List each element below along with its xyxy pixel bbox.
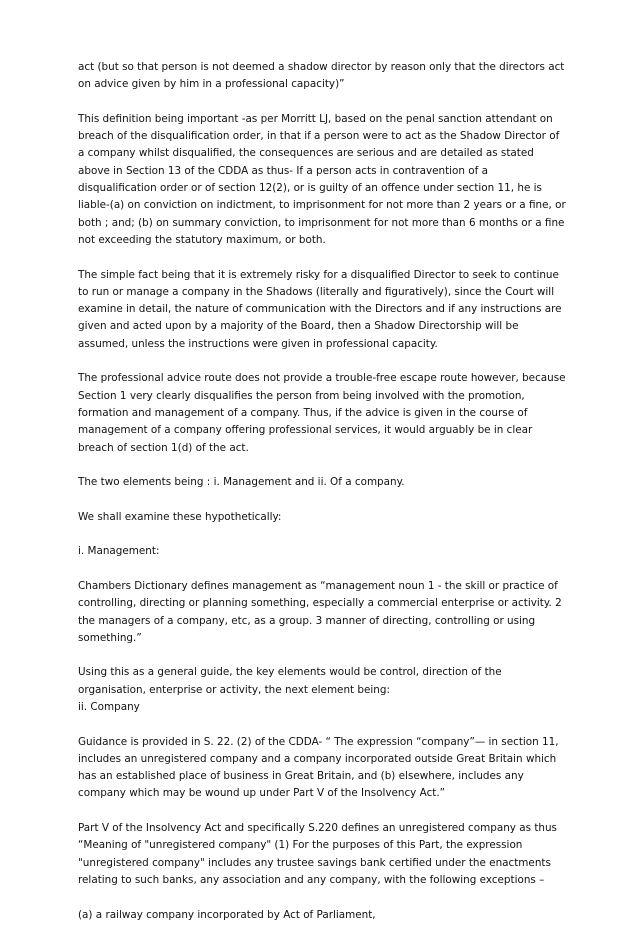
heading-management: i. Management: — [78, 545, 160, 558]
paragraph-cdda-guidance: Guidance is provided in S. 22. (2) of the CDDA- “ The expression “company”— in section 11, includes an unregistered company and a company incorporated outside Great Britain which has an established place of business in Great Britain, and (b) elsewhere, includes any company which may be wound up under Part V of the Insolvency Act.” — [78, 735, 559, 800]
heading-company: ii. Company — [78, 700, 140, 713]
paragraph-railway-exception: (a) a railway company incorporated by Act of Parliament, — [78, 908, 376, 921]
paragraph-two-elements: The two elements being : i. Management and ii. Of a company. — [78, 476, 405, 489]
paragraph-examine-hypothetically: We shall examine these hypothetically: — [78, 510, 282, 523]
paragraph-general-guide: Using this as a general guide, the key elements would be control, direction of the organisation, enterprise or activity, the next element being: — [78, 666, 502, 696]
paragraph-risk-of-shadow-directorship: The simple fact being that it is extremely risky for a disqualified Director to seek to continue to run or manage a company in the Shadows (literally and figuratively), since the Court will examine in detail, the nature of communication with the Directors and if any instructions are given and acted upon by a majority of the Board, then a Shadow Directorship will be assumed, unless the instructions were given in professional capacity. — [78, 268, 562, 350]
document-body — [78, 59, 566, 941]
paragraph-penal-sanction: This definition being important -as per Morritt LJ, based on the penal sanction attendant on breach of the disqualification order, in that if a person were to act as the Shadow Director of a company whilst disqualified, the consequences are serious and are detailed as stated above in Section 13 of the CDDA as thus- If a person acts in contravention of a disqualification order or of section 12(2), or is guilty of an offence under section 11, he is liable-(a) on conviction on indictment, to imprisonment for not more than 2 years or a fine, or both ; and; (b) on summary conviction, to imprisonment for not more than 6 months or a fine not exceeding the statutory maximum, or both. — [78, 112, 566, 246]
paragraph-chambers-definition: Chambers Dictionary defines management as “management noun 1 - the skill or practice of controlling, directing or planning something, especially a commercial enterprise or activity. 2 the managers of a company, etc, as a group. 3 manner of directing, controlling or using something.” — [78, 579, 562, 644]
paragraph-shadow-director-definition: act (but so that person is not deemed a shadow director by reason only that the directors act on advice given by him in a professional capacity)” — [78, 61, 565, 91]
paragraph-professional-advice-route: The professional advice route does not provide a trouble-free escape route however, because Section 1 very clearly disqualifies the person from being involved with the promotion, formation and management of a company. Thus, if the advice is given in the course of management of a company offering professional services, it would arguably be in clear breach of section 1(d) of the act. — [78, 372, 566, 454]
paragraph-unregistered-company: Part V of the Insolvency Act and specifically S.220 defines an unregistered company as thus “Meaning of "unregistered company" (1) For the purposes of this Part, the expression "unregistered company" includes any trustee savings bank certified under the enactments relating to such banks, any association and any company, with the following exceptions – — [78, 822, 557, 886]
